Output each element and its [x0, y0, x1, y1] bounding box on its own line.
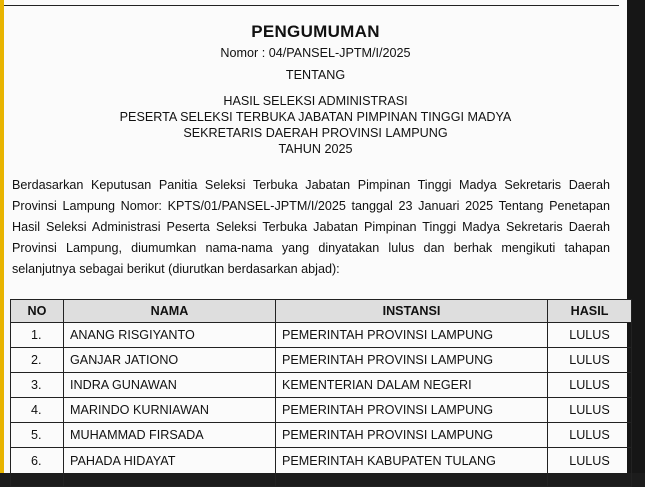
- cell-hasil: LULUS: [548, 398, 632, 423]
- header-no: NO: [11, 300, 64, 323]
- body-paragraph: Berdasarkan Keputusan Panitia Seleksi Terbuka Jabatan Pimpinan Tinggi Madya Sekretaris Daerah Provinsi Lampung Nomor: KPTS/01/PANSEL-JPTM/I/2025 tanggal 23 Januari 2025 Tentang Penetapan Hasil Seleksi Administrasi Peserta Seleksi Terbuka Jabatan Pimpinan Tinggi Madya Sekretaris Daerah Provinsi Lampung, diumumkan nama-nama yang dinyatakan lulus dan berhak mengikuti tahapan selanjutnya sebagai berikut (diurutkan berdasarkan abjad):: [12, 178, 610, 276]
- cell-instansi: KEMENTERIAN DALAM NEGERI: [276, 373, 548, 398]
- cell-hasil: LULUS: [548, 323, 632, 348]
- cell-nama: PAHADA HIDAYAT: [64, 448, 276, 487]
- table-row: [11, 423, 632, 448]
- tentang-label: TENTANG: [285, 68, 346, 82]
- table-row: [11, 398, 632, 423]
- top-rule: [4, 5, 619, 6]
- subject-line-3: SEKRETARIS DAERAH PROVINSI LAMPUNG: [183, 126, 448, 140]
- cell-hasil: LULUS: [548, 348, 632, 373]
- cell-no: 1.: [11, 323, 64, 348]
- cell-no: 2.: [11, 348, 64, 373]
- results-table-wrapper: [10, 299, 631, 487]
- cell-no: 3.: [11, 373, 64, 398]
- table-row: [11, 348, 632, 373]
- cell-no: 6.: [11, 448, 64, 487]
- cell-hasil: LULUS: [548, 423, 632, 448]
- cell-instansi: PEMERINTAH PROVINSI LAMPUNG: [276, 323, 548, 348]
- cell-hasil: LULUS: [548, 448, 632, 487]
- document-number: Nomor : 04/PANSEL-JPTM/I/2025: [220, 46, 411, 60]
- document-title: PENGUMUMAN: [251, 22, 380, 41]
- cell-instansi: PEMERINTAH KABUPATEN TULANG: [276, 448, 548, 487]
- cell-nama: ANANG RISGIYANTO: [64, 323, 276, 348]
- table-row: [11, 373, 632, 398]
- header-nama: NAMA: [64, 300, 276, 323]
- cell-nama: GANJAR JATIONO: [64, 348, 276, 373]
- table-row: [11, 448, 632, 487]
- cell-instansi: PEMERINTAH PROVINSI LAMPUNG: [276, 423, 548, 448]
- cell-nama: INDRA GUNAWAN: [64, 373, 276, 398]
- cell-no: 5.: [11, 423, 64, 448]
- subject-line-1: HASIL SELEKSI ADMINISTRASI: [223, 94, 408, 108]
- table-row: [11, 323, 632, 348]
- results-table: [10, 299, 632, 487]
- cell-instansi: PEMERINTAH PROVINSI LAMPUNG: [276, 398, 548, 423]
- cell-nama: MUHAMMAD FIRSADA: [64, 423, 276, 448]
- cell-no: 4.: [11, 398, 64, 423]
- header-instansi: INSTANSI: [276, 300, 548, 323]
- cell-instansi: PEMERINTAH PROVINSI LAMPUNG: [276, 348, 548, 373]
- cell-hasil: LULUS: [548, 373, 632, 398]
- subject-line-4: TAHUN 2025: [278, 142, 353, 156]
- subject-line-2: PESERTA SELEKSI TERBUKA JABATAN PIMPINAN TINGGI MADYA: [119, 110, 512, 124]
- cell-nama: MARINDO KURNIAWAN: [64, 398, 276, 423]
- header-hasil: HASIL: [548, 300, 632, 323]
- table-header-row: [11, 300, 632, 323]
